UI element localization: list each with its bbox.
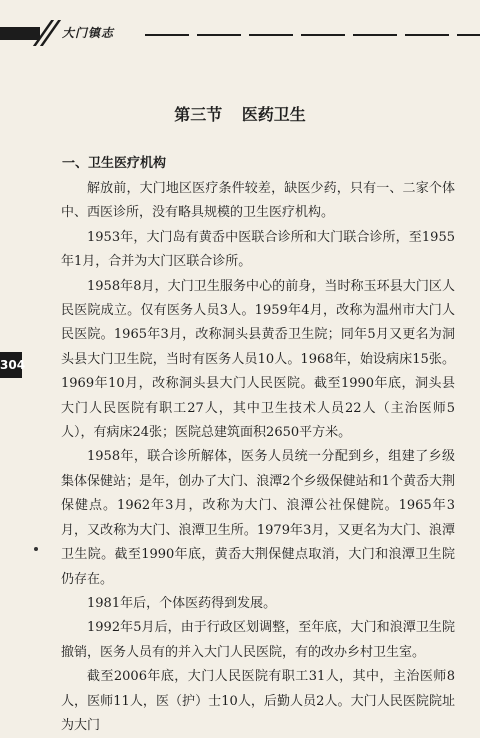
- paragraph: 1992年5月后，由于行政区划调整，至年底，大门和浪潭卫生院撤销，医务人员有的并入大门人民医院，有的改办乡村卫生室。: [61, 620, 455, 660]
- paragraph: 截至2006年底，大门人民医院有职工31人，其中，主治医师8人，医师11人，医（护）士10人，后勤人员2人。大门人民医院院址为大门: [61, 669, 455, 733]
- page-number-tab: 304: [0, 352, 22, 378]
- header-dash-rule: [353, 34, 397, 36]
- paragraph: 1958年8月，大门卫生服务中心的前身，当时称玉环县大门区人民医院成立。仅有医务人员3人。1959年4月，改称为温州市大门人民医院。1965年3月，改称洞头县黄岙卫生院；同年5月又更名为洞头县大门卫生院，当时有医务人员10人。1968年，始设病床15张。1969年10月，改称洞头县大门人民医院。截至1990年底，洞头县大门人民医院有职工27人，其中卫生技术人员22人（主治医师5人），有病床24张；医院总建筑面积2650平方米。: [61, 278, 455, 441]
- paragraph: 1953年，大门岛有黄岙中医联合诊所和大门联合诊所，至1955年1月，合并为大门区联合诊所。: [61, 229, 455, 270]
- header-bar-ornament: [0, 27, 40, 40]
- subheading: 一、卫生医疗机构: [62, 156, 167, 171]
- header-dash-rule: [249, 34, 293, 36]
- header-dash-rule: [145, 34, 189, 36]
- header-dash-rule: [405, 34, 449, 36]
- book-title: 大门镇志: [62, 26, 115, 40]
- margin-dot: [34, 547, 38, 551]
- header-dash-rule: [301, 34, 345, 36]
- paragraph: 1981年后，个体医药得到发展。: [87, 595, 277, 611]
- header-dash-rule: [197, 34, 241, 36]
- section-title: 第三节 医药卫生: [174, 105, 306, 124]
- paragraph: 解放前，大门地区医疗条件较差，缺医少药，只有一、二家个体中、西医诊所，没有略具规模的卫生医疗机构。: [61, 181, 455, 221]
- running-header: [0, 0, 480, 56]
- header-dash-rule: [457, 34, 480, 36]
- paragraph: 1958年，联合诊所解体，医务人员统一分配到乡，组建了乡级集体保健站；是年，创办了大门、浪潭2个乡级保健站和1个黄岙大荆保健点。1962年3月，改称为大门、浪潭公社保健院。1965年3月，又改称为大门、浪潭卫生所。1979年3月，又更名为大门、浪潭卫生院。截至1990年底，黄岙大荆保健点取消，大门和浪潭卫生院仍存在。: [61, 449, 455, 587]
- body-text: [61, 177, 455, 738]
